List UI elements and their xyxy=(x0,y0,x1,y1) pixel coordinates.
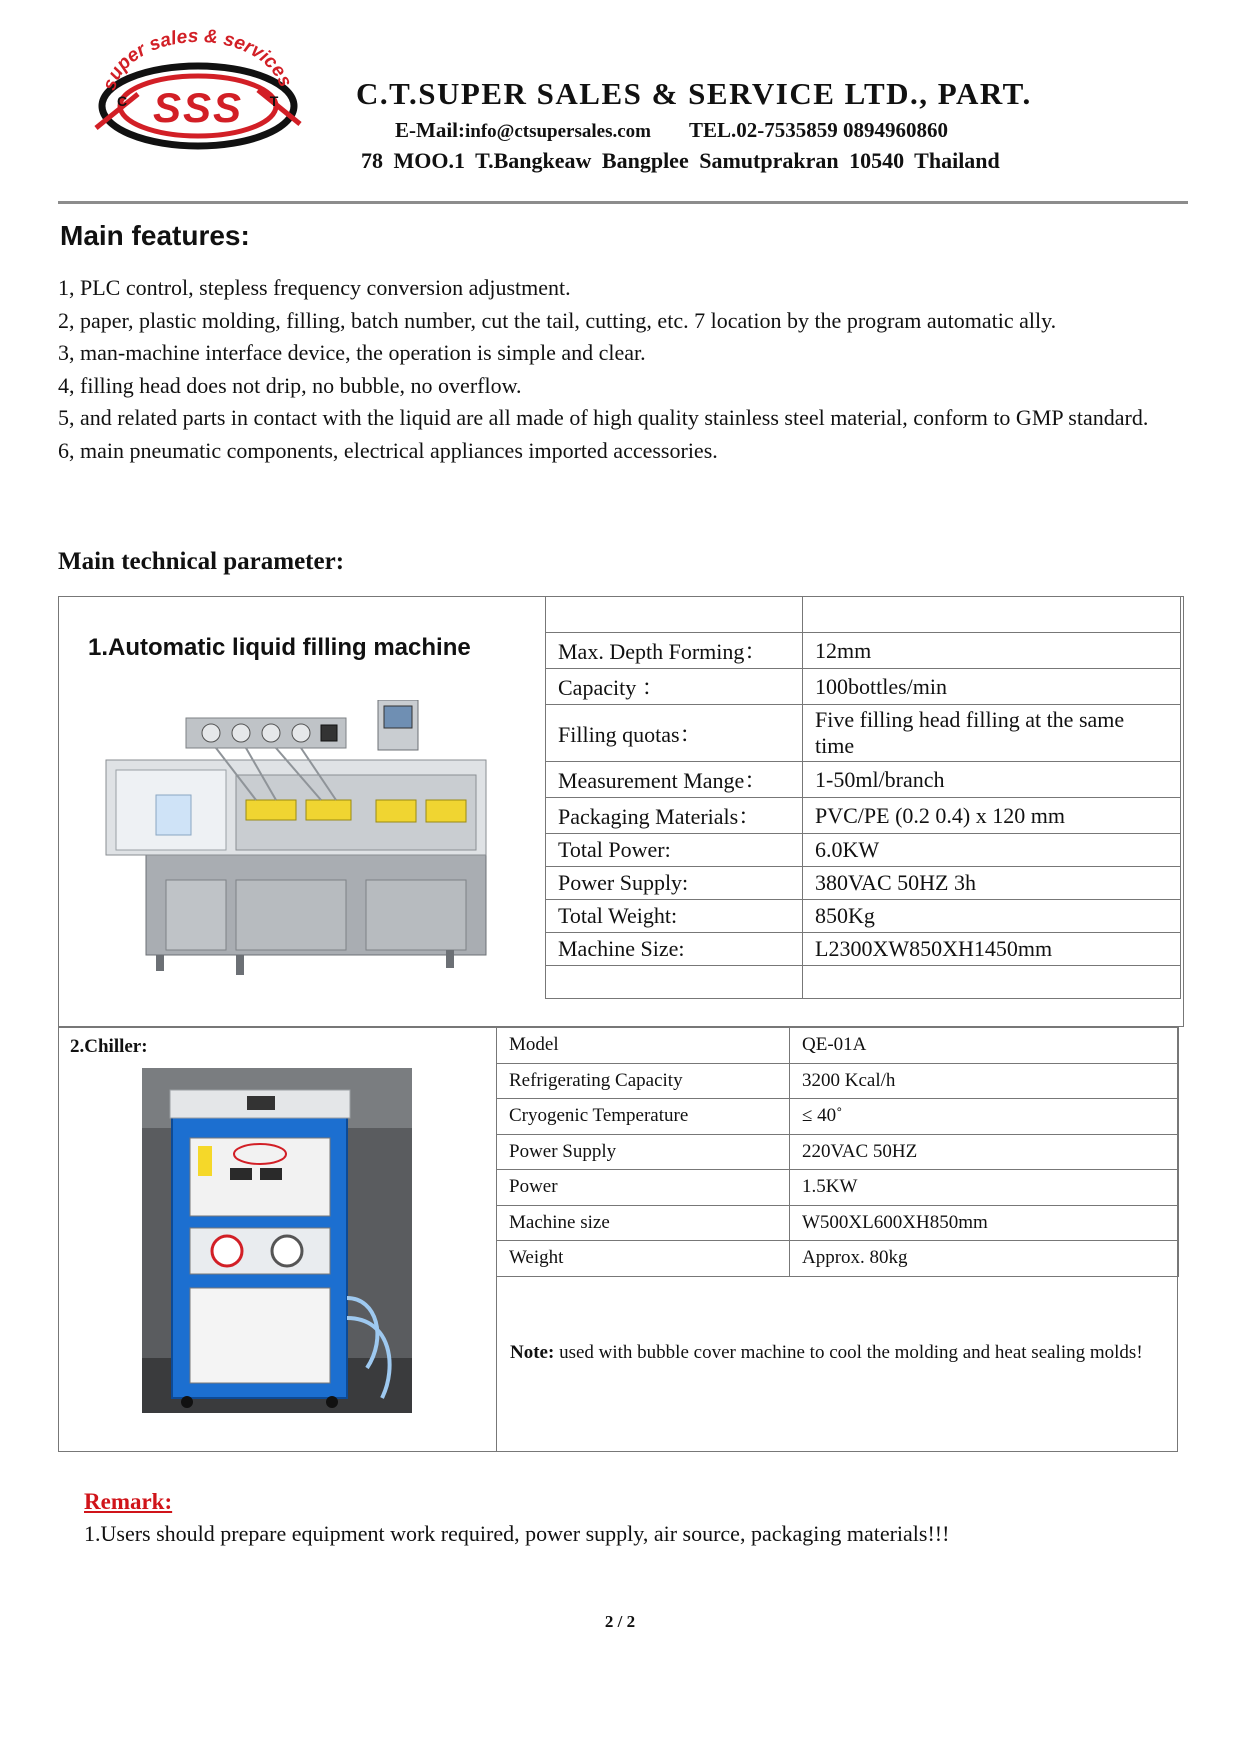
chiller-value: 220VAC 50HZ xyxy=(790,1134,1179,1170)
chiller-row xyxy=(497,1099,1179,1135)
remark-text: 1.Users should prepare equipment work required, power supply, air source, packaging materials!!! xyxy=(84,1521,950,1546)
telephone-numbers: TEL.02-7535859 0894960860 xyxy=(689,118,949,142)
chiller-key: Refrigerating Capacity xyxy=(497,1063,790,1099)
chiller-value: 3200 Kcal/h xyxy=(790,1063,1179,1099)
spec-key: Max. Depth Forming： xyxy=(546,633,803,669)
chiller-value: W500XL600XH850mm xyxy=(790,1205,1179,1241)
spec-key xyxy=(546,966,803,999)
chiller-row xyxy=(497,1170,1179,1206)
chiller-key: Power xyxy=(497,1170,790,1206)
company-logo xyxy=(92,24,304,150)
feature-item: 5, and related parts in contact with the liquid are all made of high quality stainless steel material, conform to GMP standard. xyxy=(58,405,1149,430)
machine1-spec-table xyxy=(545,596,1181,999)
chiller-spec-table xyxy=(496,1027,1179,1277)
chiller-image xyxy=(142,1068,412,1413)
feature-item: 2, paper, plastic molding, filling, batch number, cut the tail, cutting, etc. 7 location by the program automatic ally. xyxy=(58,307,1057,333)
spec-key: Machine Size: xyxy=(546,933,803,966)
spec-key: Total Weight: xyxy=(546,900,803,933)
feature-item: 4, filling head does not drip, no bubble, no overflow. xyxy=(58,372,522,398)
chiller-note xyxy=(510,1337,1168,1369)
spec-row xyxy=(546,633,1181,669)
spec-value xyxy=(803,966,1181,999)
feature-item: 1, PLC control, stepless frequency conversion adjustment. xyxy=(58,275,571,300)
chiller-value: ≤ 40˚ xyxy=(790,1099,1179,1135)
chiller-key: Cryogenic Temperature xyxy=(497,1099,790,1135)
spec-value: 380VAC 50HZ 3h xyxy=(803,867,1181,900)
contact-line xyxy=(395,118,948,143)
spec-value: 12mm xyxy=(803,633,1181,669)
machine1-title: 1.Automatic liquid filling machine xyxy=(88,634,471,661)
company-name: C.T.SUPER SALES & SERVICE LTD., PART. xyxy=(356,76,1032,111)
spec-value: 1-50ml/branch xyxy=(803,762,1181,798)
features-list xyxy=(58,272,1178,467)
spec-row xyxy=(546,597,1181,633)
chiller-row xyxy=(497,1241,1179,1277)
email-label: E-Mail: xyxy=(395,118,465,142)
spec-row xyxy=(546,900,1181,933)
chiller-key: Weight xyxy=(497,1241,790,1277)
svg-text:SSS: SSS xyxy=(152,84,244,131)
chiller-key: Machine size xyxy=(497,1205,790,1241)
spec-key: Power Supply: xyxy=(546,867,803,900)
chiller-row xyxy=(497,1063,1179,1099)
chiller-row xyxy=(497,1134,1179,1170)
chiller-row xyxy=(497,1028,1179,1064)
spec-row xyxy=(546,762,1181,798)
note-text: used with bubble cover machine to cool the molding and heat sealing molds! xyxy=(554,1342,1143,1363)
spec-key: Packaging Materials： xyxy=(546,798,803,834)
spec-row xyxy=(546,966,1181,999)
features-title: Main features: xyxy=(60,220,250,251)
company-address: 78 MOO.1 T.Bangkeaw Bangplee Samutprakran 10540 Thailand xyxy=(361,148,1000,173)
feature-item: 3, man-machine interface device, the operation is simple and clear. xyxy=(58,340,646,365)
spec-row xyxy=(546,834,1181,867)
chiller-value: 1.5KW xyxy=(790,1170,1179,1206)
chiller-value: Approx. 80kg xyxy=(790,1241,1179,1277)
chiller-key: Power Supply xyxy=(497,1134,790,1170)
note-label: Note: xyxy=(510,1342,555,1363)
svg-text:super sales & services: super sales & services xyxy=(99,25,296,93)
spec-key: Measurement Mange： xyxy=(546,762,803,798)
spec-key: Capacity ： xyxy=(546,669,803,705)
header-divider xyxy=(58,201,1188,204)
spec-row xyxy=(546,798,1181,834)
chiller-title: 2.Chiller: xyxy=(70,1036,148,1057)
spec-value: Five filling head filling at the same time xyxy=(803,705,1181,762)
feature-item: 6, main pneumatic components, electrical appliances imported accessories. xyxy=(58,437,718,463)
remark-title: Remark: xyxy=(84,1489,173,1514)
spec-value: 6.0KW xyxy=(803,834,1181,867)
spec-key: Total Power: xyxy=(546,834,803,867)
page-number: 2 / 2 xyxy=(604,1612,636,1631)
spec-row xyxy=(546,669,1181,705)
params-title: Main technical parameter: xyxy=(58,548,345,575)
spec-value: 850Kg xyxy=(803,900,1181,933)
filling-machine-image xyxy=(86,700,506,980)
spec-row xyxy=(546,867,1181,900)
spec-key: Filling quotas： xyxy=(546,705,803,762)
spec-row xyxy=(546,933,1181,966)
svg-text:C: C xyxy=(116,93,128,109)
spec-value xyxy=(803,597,1181,633)
chiller-value: QE-01A xyxy=(790,1028,1179,1064)
spec-value: PVC/PE (0.2 0.4) x 120 mm xyxy=(803,798,1181,834)
svg-text:T: T xyxy=(269,93,279,109)
chiller-key: Model xyxy=(497,1028,790,1064)
spec-key xyxy=(546,597,803,633)
spec-row xyxy=(546,705,1181,762)
chiller-row xyxy=(497,1205,1179,1241)
spec-value: 100bottles/min xyxy=(803,669,1181,705)
spec-value: L2300XW850XH1450mm xyxy=(803,933,1181,966)
email-address[interactable]: info@ctsupersales.com xyxy=(464,121,651,142)
